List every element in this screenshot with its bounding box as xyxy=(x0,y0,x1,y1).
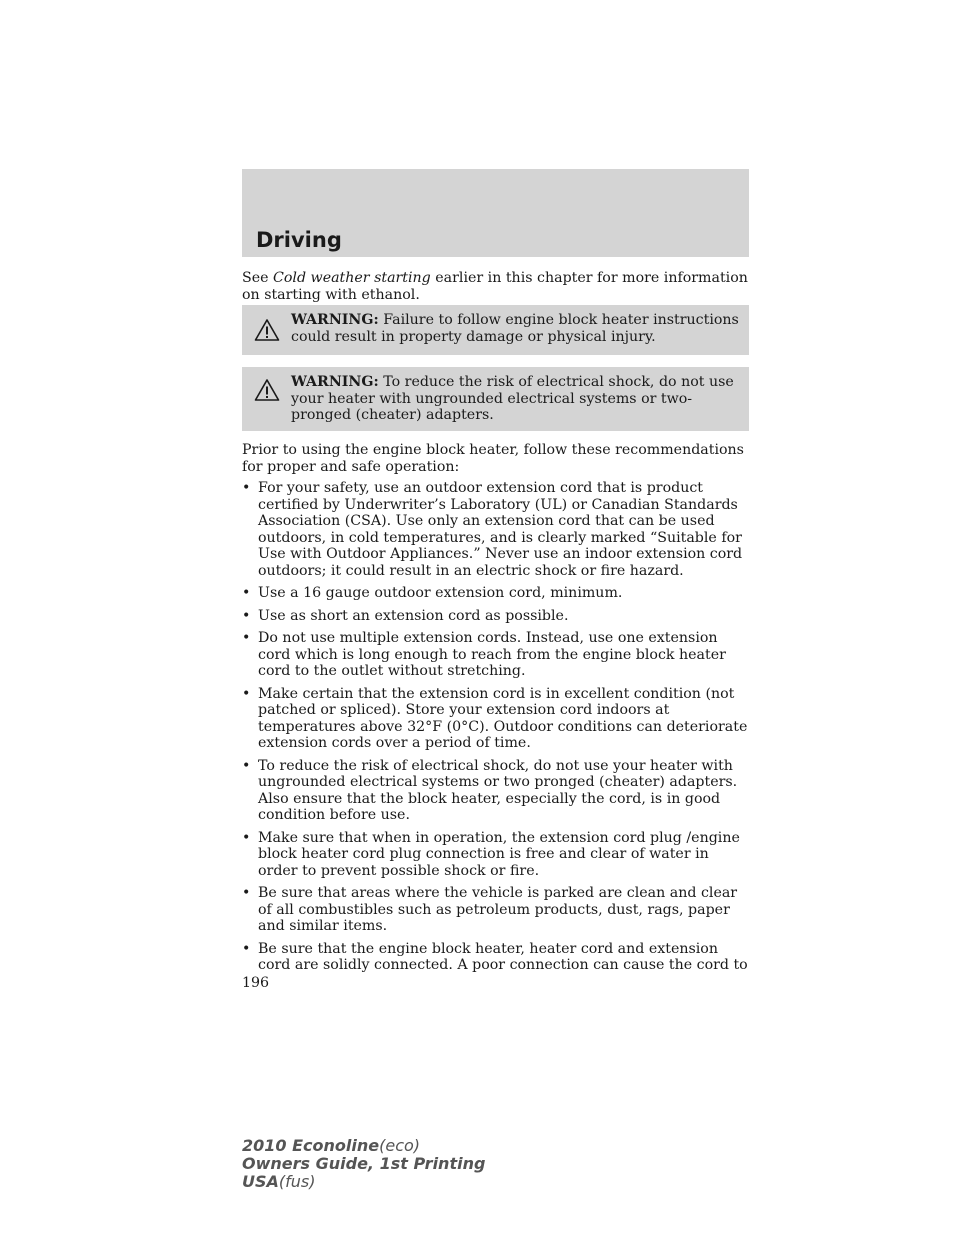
list-item: • Be sure that areas where the vehicle is parked are clean and clear of all combustibles such as petroleum products, dust, rags, paper and similar items. xyxy=(242,885,752,935)
warning-triangle-icon xyxy=(254,378,280,402)
footer-model-code: (eco) xyxy=(379,1136,421,1155)
warning-label: WARNING: xyxy=(291,374,379,390)
list-item: • Make sure that when in operation, the extension cord plug /engine block heater cord plug connection is free and clear of water in order to prevent possible shock or fire. xyxy=(242,830,752,880)
list-item: • To reduce the risk of electrical shock, do not use your heater with ungrounded electrical systems or two pronged (cheater) adapters. Also ensure that the block heater, especially the cord, is in good condition before use. xyxy=(242,758,752,824)
warning-box-1 xyxy=(242,305,749,355)
list-item: • Make certain that the extension cord is in excellent condition (not patched or spliced). Store your extension cord indoors at temperatures above 32°F (0°C). Outdoor conditions can deteriorate extension cords over a period of time. xyxy=(242,686,752,752)
warning-box-2 xyxy=(242,367,749,431)
section-header xyxy=(242,169,749,257)
footer-region-code: (fus) xyxy=(278,1172,316,1191)
section-title: Driving xyxy=(256,228,342,252)
intro-paragraph xyxy=(242,270,750,303)
list-item: • Use a 16 gauge outdoor extension cord, minimum. xyxy=(242,585,752,602)
list-item: • Do not use multiple extension cords. Instead, use one extension cord which is long enough to reach from the engine block heater cord to the outlet without stretching. xyxy=(242,630,752,680)
recommendations-intro: Prior to using the engine block heater, follow these recommendations for proper and safe operation: xyxy=(242,442,744,475)
intro-suffix: earlier in this chapter for more information on starting with ethanol. xyxy=(242,270,748,303)
footer-model: 2010 Econoline xyxy=(242,1136,380,1155)
intro-prefix: See xyxy=(242,270,274,286)
document-footer xyxy=(242,1137,485,1191)
footer-region: USA xyxy=(242,1172,279,1191)
warning-text: To reduce the risk of electrical shock, do not use your heater with ungrounded electrical systems or two-pronged (cheater) adapters. xyxy=(291,374,734,423)
footer-edition: Owners Guide, 1st Printing xyxy=(242,1154,486,1173)
list-item: • For your safety, use an outdoor extension cord that is product certified by Underwriter’s Laboratory (UL) or Canadian Standards Association (CSA). Use only an extension cord that can be used outdoors, in cold temperatures, and is clearly marked “Suitable for Use with Outdoor Appliances.” Never use an indoor extension cord outdoors; it could result in an electric shock or fire hazard. xyxy=(242,480,752,579)
warning-text: Failure to follow engine block heater instructions could result in property damage or physical injury. xyxy=(291,312,739,345)
recommendations-list xyxy=(242,480,752,980)
page-number: 196 xyxy=(242,975,270,991)
list-item: • Be sure that the engine block heater, heater cord and extension cord are solidly connected. A poor connection can cause the cord to xyxy=(242,941,752,974)
list-item: • Use as short an extension cord as possible. xyxy=(242,608,752,625)
warning-label: WARNING: xyxy=(291,312,379,328)
cold-weather-reference: Cold weather starting xyxy=(273,270,431,286)
warning-triangle-icon xyxy=(254,318,280,342)
